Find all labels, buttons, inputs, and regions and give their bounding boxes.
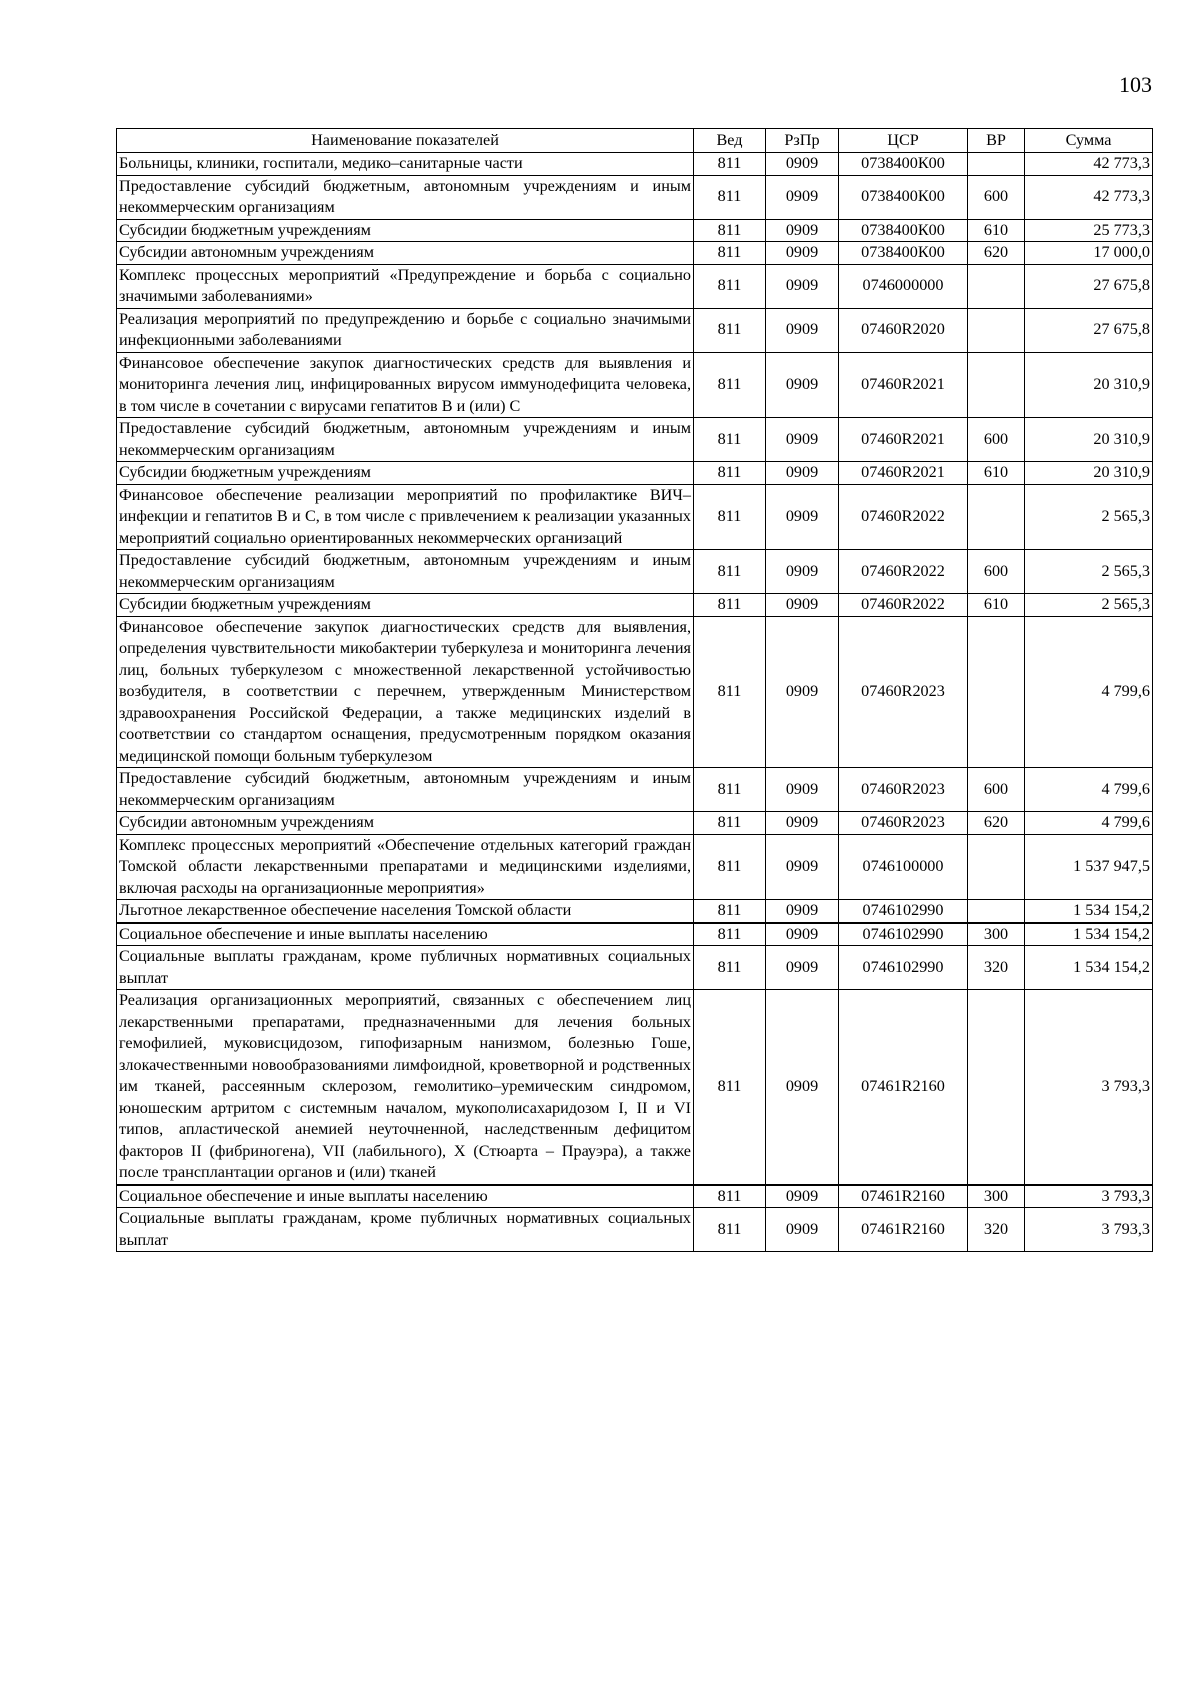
cell-rzpr: 0909: [766, 153, 839, 176]
cell-name: Субсидии бюджетным учреждениям: [117, 219, 694, 242]
cell-rzpr: 0909: [766, 616, 839, 768]
cell-sum: 1 537 947,5: [1025, 834, 1153, 900]
cell-name: Предоставление субсидий бюджетным, автономным учреждениям и иным некоммерческим организациям: [117, 768, 694, 812]
cell-ved: 811: [694, 616, 766, 768]
cell-rzpr: 0909: [766, 594, 839, 617]
cell-sum: 3 793,3: [1025, 990, 1153, 1185]
budget-table: [116, 128, 1153, 1252]
cell-vr: 300: [968, 1185, 1025, 1208]
cell-csr: 07460R2023: [839, 616, 968, 768]
cell-name: Субсидии бюджетным учреждениям: [117, 462, 694, 485]
cell-ved: 811: [694, 352, 766, 418]
cell-ved: 811: [694, 812, 766, 835]
cell-ved: 811: [694, 946, 766, 990]
cell-name: Комплекс процессных мероприятий «Предупреждение и борьба с социально значимыми заболеваниями»: [117, 264, 694, 308]
header-csr: ЦСР: [839, 129, 968, 153]
cell-sum: 2 565,3: [1025, 550, 1153, 594]
cell-sum: 20 310,9: [1025, 462, 1153, 485]
cell-ved: 811: [694, 264, 766, 308]
cell-rzpr: 0909: [766, 175, 839, 219]
table-row: [117, 175, 1153, 219]
cell-rzpr: 0909: [766, 990, 839, 1185]
cell-csr: 07460R2022: [839, 594, 968, 617]
cell-rzpr: 0909: [766, 219, 839, 242]
table-row: [117, 242, 1153, 265]
cell-csr: 07460R2022: [839, 550, 968, 594]
cell-vr: [968, 352, 1025, 418]
cell-sum: 17 000,0: [1025, 242, 1153, 265]
cell-name: Социальные выплаты гражданам, кроме публичных нормативных социальных выплат: [117, 1208, 694, 1252]
cell-rzpr: 0909: [766, 484, 839, 550]
cell-rzpr: 0909: [766, 834, 839, 900]
cell-ved: 811: [694, 990, 766, 1185]
cell-csr: 07461R2160: [839, 1208, 968, 1252]
cell-vr: 300: [968, 923, 1025, 946]
cell-sum: 42 773,3: [1025, 175, 1153, 219]
table-row: [117, 1208, 1153, 1252]
cell-rzpr: 0909: [766, 923, 839, 946]
cell-ved: 811: [694, 462, 766, 485]
table-body: [117, 153, 1153, 1252]
cell-csr: 0738400К00: [839, 219, 968, 242]
cell-csr: 0746000000: [839, 264, 968, 308]
cell-ved: 811: [694, 1208, 766, 1252]
table-row: [117, 923, 1153, 946]
cell-sum: 4 799,6: [1025, 812, 1153, 835]
header-name: Наименование показателей: [117, 129, 694, 153]
cell-name: Финансовое обеспечение реализации мероприятий по профилактике ВИЧ–инфекции и гепатитов B и C, в том числе с привлечением к реализации указанных мероприятий социально ориентированных некоммерческих организаций: [117, 484, 694, 550]
table-row: [117, 308, 1153, 352]
cell-sum: 2 565,3: [1025, 484, 1153, 550]
table-row: [117, 462, 1153, 485]
cell-rzpr: 0909: [766, 900, 839, 923]
cell-vr: 610: [968, 594, 1025, 617]
cell-sum: 4 799,6: [1025, 768, 1153, 812]
cell-csr: 07460R2022: [839, 484, 968, 550]
cell-vr: [968, 990, 1025, 1185]
table-row: [117, 1185, 1153, 1208]
cell-vr: [968, 308, 1025, 352]
cell-name: Субсидии автономным учреждениям: [117, 242, 694, 265]
cell-csr: 07461R2160: [839, 1185, 968, 1208]
cell-name: Социальное обеспечение и иные выплаты населению: [117, 923, 694, 946]
cell-ved: 811: [694, 923, 766, 946]
cell-vr: [968, 484, 1025, 550]
cell-ved: 811: [694, 594, 766, 617]
cell-rzpr: 0909: [766, 1208, 839, 1252]
header-vr: ВР: [968, 129, 1025, 153]
cell-vr: 620: [968, 242, 1025, 265]
cell-ved: 811: [694, 242, 766, 265]
cell-ved: 811: [694, 768, 766, 812]
cell-name: Субсидии автономным учреждениям: [117, 812, 694, 835]
cell-ved: 811: [694, 484, 766, 550]
cell-name: Реализация организационных мероприятий, связанных с обеспечением лиц лекарственными препаратами, предназначенными для лечения больных гемофилией, муковисцидозом, гипофизарным нанизмом, болезнью Гоше, злокачественными новообразованиями лимфоидной, кроветворной и родственных им тканей, рассеянным склерозом, гемолитико–уремическим синдромом, юношеским артритом с системным началом, мукополисахаридозом I, II и VI типов, апластической анемией неуточненной, наследственным дефицитом факторов II (фибриногена), VII (лабильного), X (Стюарта – Прауэра), а также после трансплантации органов и (или) тканей: [117, 990, 694, 1185]
cell-ved: 811: [694, 834, 766, 900]
header-sum: Сумма: [1025, 129, 1153, 153]
cell-sum: 2 565,3: [1025, 594, 1153, 617]
table-row: [117, 264, 1153, 308]
cell-csr: 07460R2023: [839, 768, 968, 812]
cell-rzpr: 0909: [766, 352, 839, 418]
table-row: [117, 219, 1153, 242]
cell-rzpr: 0909: [766, 418, 839, 462]
cell-csr: 07460R2021: [839, 462, 968, 485]
cell-csr: 0738400К00: [839, 153, 968, 176]
cell-rzpr: 0909: [766, 308, 839, 352]
table-row: [117, 834, 1153, 900]
cell-ved: 811: [694, 900, 766, 923]
table-row: [117, 153, 1153, 176]
cell-sum: 3 793,3: [1025, 1185, 1153, 1208]
cell-name: Субсидии бюджетным учреждениям: [117, 594, 694, 617]
cell-sum: 1 534 154,2: [1025, 900, 1153, 923]
cell-csr: 07460R2021: [839, 418, 968, 462]
cell-sum: 20 310,9: [1025, 352, 1153, 418]
cell-vr: [968, 900, 1025, 923]
cell-ved: 811: [694, 550, 766, 594]
cell-ved: 811: [694, 418, 766, 462]
header-ved: Вед: [694, 129, 766, 153]
cell-ved: 811: [694, 175, 766, 219]
cell-csr: 07460R2023: [839, 812, 968, 835]
cell-vr: 320: [968, 1208, 1025, 1252]
cell-name: Комплекс процессных мероприятий «Обеспечение отдельных категорий граждан Томской области лекарственными препаратами и медицинскими изделиями, включая расходы на организационные мероприятия»: [117, 834, 694, 900]
cell-sum: 3 793,3: [1025, 1208, 1153, 1252]
cell-sum: 1 534 154,2: [1025, 923, 1153, 946]
header-rzpr: РзПр: [766, 129, 839, 153]
cell-name: Больницы, клиники, госпитали, медико–санитарные части: [117, 153, 694, 176]
cell-sum: 42 773,3: [1025, 153, 1153, 176]
cell-vr: 620: [968, 812, 1025, 835]
cell-name: Предоставление субсидий бюджетным, автономным учреждениям и иным некоммерческим организациям: [117, 418, 694, 462]
cell-name: Реализация мероприятий по предупреждению и борьбе с социально значимыми инфекционными заболеваниями: [117, 308, 694, 352]
cell-vr: 610: [968, 462, 1025, 485]
page-number: 103: [1119, 72, 1152, 97]
cell-name: Предоставление субсидий бюджетным, автономным учреждениям и иным некоммерческим организациям: [117, 550, 694, 594]
table-row: [117, 900, 1153, 923]
cell-rzpr: 0909: [766, 946, 839, 990]
cell-name: Льготное лекарственное обеспечение населения Томской области: [117, 900, 694, 923]
cell-csr: 0738400К00: [839, 175, 968, 219]
cell-csr: 0746102990: [839, 923, 968, 946]
cell-vr: 600: [968, 768, 1025, 812]
table-header-row: [117, 129, 1153, 153]
table-row: [117, 768, 1153, 812]
cell-ved: 811: [694, 308, 766, 352]
table-row: [117, 812, 1153, 835]
cell-vr: [968, 616, 1025, 768]
cell-ved: 811: [694, 219, 766, 242]
table-row: [117, 594, 1153, 617]
cell-vr: 600: [968, 550, 1025, 594]
cell-csr: 0746100000: [839, 834, 968, 900]
cell-vr: 600: [968, 418, 1025, 462]
cell-rzpr: 0909: [766, 1185, 839, 1208]
table-row: [117, 990, 1153, 1185]
cell-vr: [968, 264, 1025, 308]
table-row: [117, 484, 1153, 550]
cell-name: Финансовое обеспечение закупок диагностических средств для выявления и мониторинга лечения лиц, инфицированных вирусом иммунодефицита человека, в том числе в сочетании с вирусами гепатитов B и (или) C: [117, 352, 694, 418]
cell-name: Социальные выплаты гражданам, кроме публичных нормативных социальных выплат: [117, 946, 694, 990]
cell-rzpr: 0909: [766, 462, 839, 485]
table-row: [117, 550, 1153, 594]
cell-sum: 1 534 154,2: [1025, 946, 1153, 990]
table-row: [117, 418, 1153, 462]
cell-name: Предоставление субсидий бюджетным, автономным учреждениям и иным некоммерческим организациям: [117, 175, 694, 219]
cell-csr: 0746102990: [839, 900, 968, 923]
table-row: [117, 616, 1153, 768]
cell-vr: [968, 834, 1025, 900]
cell-sum: 27 675,8: [1025, 264, 1153, 308]
cell-rzpr: 0909: [766, 550, 839, 594]
cell-vr: [968, 153, 1025, 176]
table-row: [117, 352, 1153, 418]
cell-ved: 811: [694, 153, 766, 176]
cell-sum: 27 675,8: [1025, 308, 1153, 352]
cell-rzpr: 0909: [766, 768, 839, 812]
cell-sum: 20 310,9: [1025, 418, 1153, 462]
cell-rzpr: 0909: [766, 242, 839, 265]
cell-csr: 0738400К00: [839, 242, 968, 265]
cell-csr: 07460R2021: [839, 352, 968, 418]
cell-rzpr: 0909: [766, 264, 839, 308]
cell-vr: 320: [968, 946, 1025, 990]
cell-rzpr: 0909: [766, 812, 839, 835]
cell-ved: 811: [694, 1185, 766, 1208]
cell-sum: 4 799,6: [1025, 616, 1153, 768]
cell-csr: 0746102990: [839, 946, 968, 990]
cell-name: Социальное обеспечение и иные выплаты населению: [117, 1185, 694, 1208]
table-row: [117, 946, 1153, 990]
cell-csr: 07460R2020: [839, 308, 968, 352]
cell-vr: 600: [968, 175, 1025, 219]
cell-csr: 07461R2160: [839, 990, 968, 1185]
cell-sum: 25 773,3: [1025, 219, 1153, 242]
cell-name: Финансовое обеспечение закупок диагностических средств для выявления, определения чувствительности микобактерии туберкулеза и мониторинга лечения лиц, больных туберкулезом с множественной лекарственной устойчивостью возбудителя, в соответствии с перечнем, утвержденным Министерством здравоохранения Российской Федерации, а также медицинских изделий в соответствии со стандартом оснащения, предусмотренным порядком оказания медицинской помощи больным туберкулезом: [117, 616, 694, 768]
cell-vr: 610: [968, 219, 1025, 242]
